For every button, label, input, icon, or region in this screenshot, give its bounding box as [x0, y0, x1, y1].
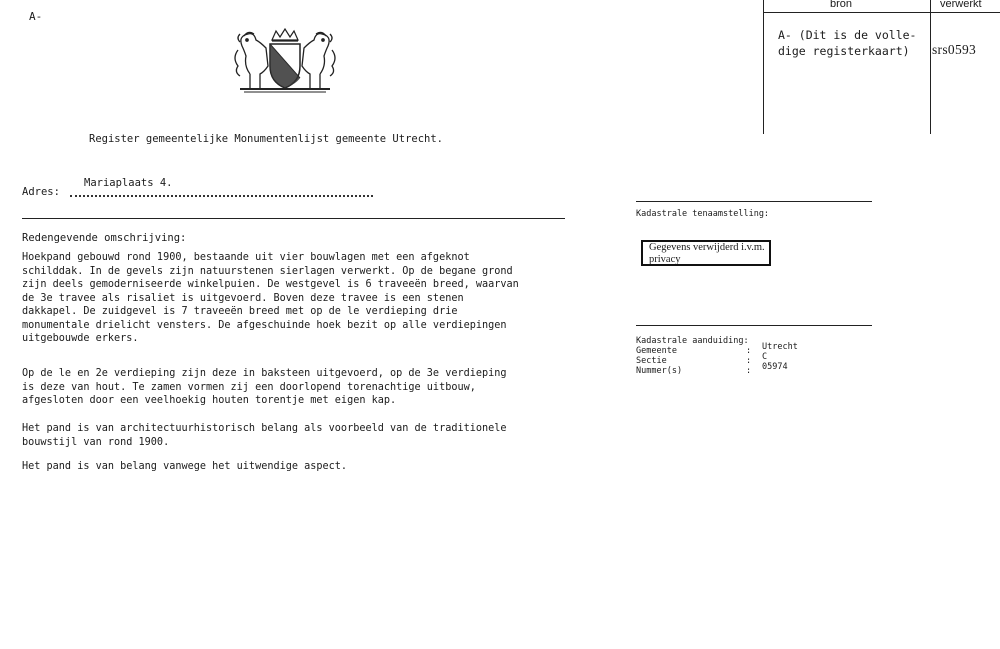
left-divider: [22, 218, 565, 219]
aanduiding-value-gemeente: Utrecht: [762, 342, 798, 352]
omschrijving-paragraph-1: [22, 251, 519, 346]
privacy-line-1: Gegevens verwijderd i.v.m.: [649, 242, 765, 253]
aanduiding-key-gemeente: Gemeente: [636, 346, 677, 356]
header-table-divider-mid: [930, 0, 931, 134]
desc-line: zijn deels gemoderniseerde winkelpuien. De westgevel is 6 traveeën breed, waarvan: [22, 279, 519, 290]
aanduiding-value-nummers: 05974: [762, 362, 788, 372]
adres-label: Adres:: [22, 186, 60, 198]
header-table-rule: [763, 12, 1000, 13]
privacy-line-2: privacy: [649, 254, 681, 265]
aanduiding-key-sectie: Sectie: [636, 356, 667, 366]
omschrijving-paragraph-3: [22, 422, 507, 449]
aanduiding-sep: :: [746, 366, 752, 376]
desc-line: Op de le en 2e verdieping zijn deze in baksteen uitgevoerd, op de 3e verdieping: [22, 368, 507, 379]
desc-line: uitgebouwde erkers.: [22, 333, 139, 344]
aanduiding-label: Kadastrale aanduiding:: [636, 336, 749, 346]
aanduiding-sep: :: [746, 356, 752, 366]
omschrijving-heading: Redengevende omschrijving:: [22, 232, 187, 244]
verwerkt-value: srs0593: [932, 42, 977, 57]
aanduiding-value-sectie: C: [762, 352, 768, 362]
desc-line: de 3e travee als risaliet is uitgevoerd. Boven deze travee is een stenen: [22, 292, 464, 304]
aanduiding-sep: :: [746, 346, 752, 356]
register-title: Register gemeentelijke Monumentenlijst gemeente Utrecht.: [89, 133, 444, 145]
adres-value: Mariaplaats 4.: [84, 177, 173, 189]
desc-line: afgesloten door een veelhoekig houten torentje met eigen kap.: [22, 395, 397, 406]
desc-line: monumentale drielicht vensters. De afgeschuinde hoek bezit op alle verdiepingen: [22, 319, 507, 331]
aanduiding-rule: [636, 325, 872, 326]
desc-line: Hoekpand gebouwd rond 1900, bestaande uit vier bouwlagen met een afgeknot: [22, 252, 470, 263]
adres-dotted-line: [70, 195, 373, 197]
omschrijving-paragraph-2: [22, 367, 507, 408]
bron-line-1: A- (Dit is de volle-: [778, 28, 917, 42]
aanduiding-key-nummers: Nummer(s): [636, 366, 683, 376]
tenaamstelling-rule: [636, 201, 872, 202]
omschrijving-paragraph-4: [22, 460, 347, 474]
bron-value: [778, 27, 916, 59]
col-verwerkt-header: verwerkt: [940, 0, 982, 10]
privacy-notice-box: [641, 240, 771, 266]
desc-line: schilddak. In de gevels zijn natuurstenen sierlagen verwerkt. Op de begane grond: [22, 265, 513, 277]
corner-mark: A-: [29, 10, 43, 23]
desc-line: is deze van hout. Te zamen vormen zij een doorlopend torenachtige uitbouw,: [22, 381, 476, 393]
col-bron-header: bron: [830, 0, 853, 10]
desc-line: dakkapel. De zuidgevel is 7 traveeën breed met op de le verdieping drie: [22, 306, 458, 317]
coat-of-arms-icon: [230, 26, 340, 96]
desc-line: bouwstijl van rond 1900.: [22, 436, 170, 448]
header-table-divider-left: [763, 0, 764, 134]
desc-line: Het pand is van belang vanwege het uitwendige aspect.: [22, 461, 348, 472]
tenaamstelling-label: Kadastrale tenaamstelling:: [636, 209, 770, 219]
bron-line-2: dige registerkaart): [778, 44, 910, 58]
desc-line: Het pand is van architectuurhistorisch belang als voorbeeld van de traditionele: [22, 423, 507, 434]
